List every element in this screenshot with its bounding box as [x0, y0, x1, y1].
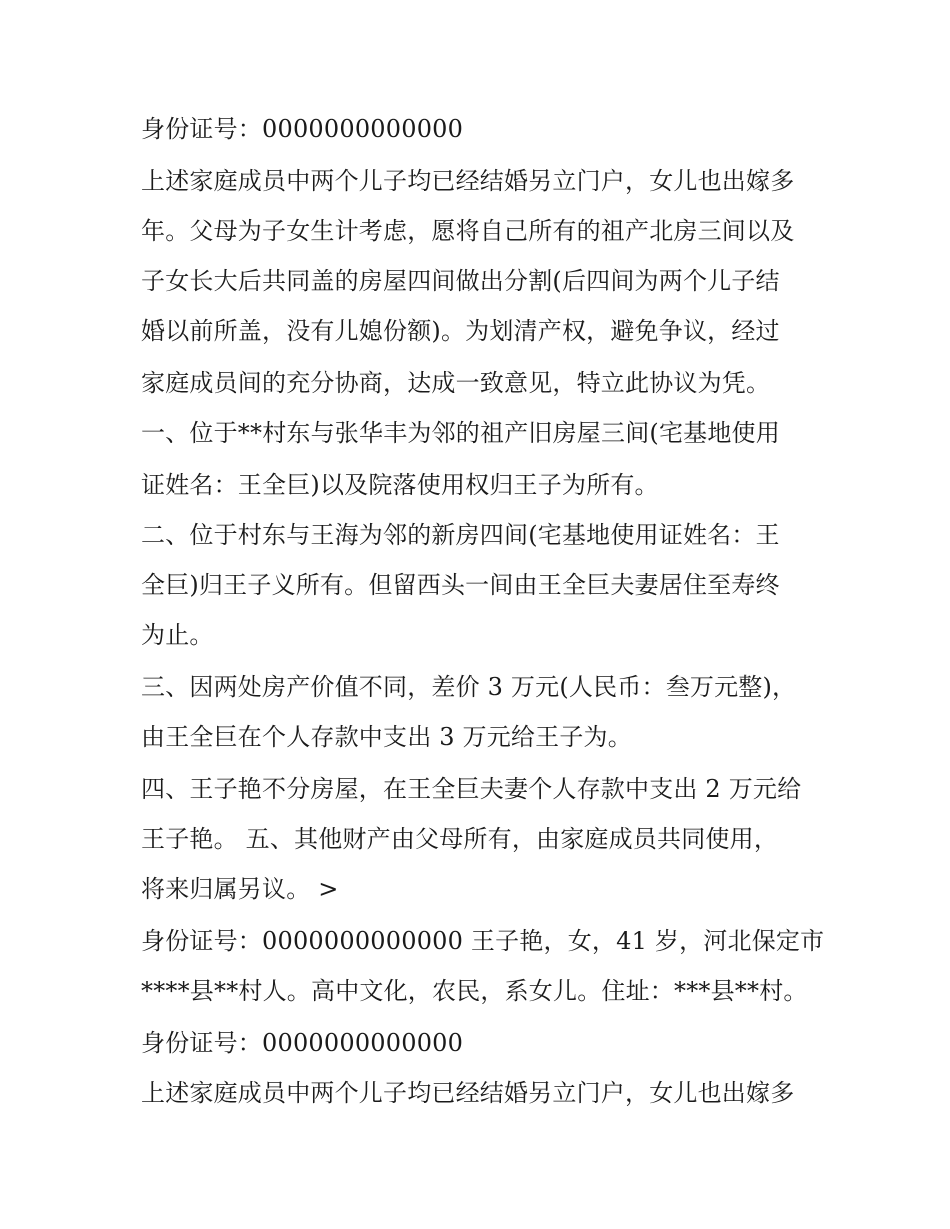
- clause-4-5-line: 王子艳。 五、其他财产由父母所有，由家庭成员共同使用，: [141, 825, 779, 853]
- text-line-id-number: 身份证号：0000000000000: [141, 1029, 464, 1057]
- clause-2-line: 二、位于村东与王海为邻的新房四间(宅基地使用证姓名：王: [141, 521, 780, 549]
- clause-5-line: 将来归属另议。 >: [141, 875, 339, 903]
- clause-2-line: 全巨)归王子义所有。但留西头一间由王全巨夫妻居住至寿终: [141, 571, 780, 599]
- text-line: ****县**村人。高中文化，农民，系女儿。住址：***县**村。: [141, 977, 808, 1005]
- text-line-id-number: 身份证号：0000000000000 王子艳，女，41 岁，河北保定市: [141, 927, 825, 955]
- text-line: 上述家庭成员中两个儿子均已经结婚另立门户，女儿也出嫁多: [141, 167, 795, 195]
- text-line: 子女长大后共同盖的房屋四间做出分割(后四间为两个儿子结: [141, 267, 780, 295]
- clause-1-line: 一、位于**村东与张华丰为邻的祖产旧房屋三间(宅基地使用: [141, 419, 780, 447]
- text-line: 婚以前所盖，没有儿媳份额)。为划清产权，避免争议，经过: [141, 317, 780, 345]
- clause-2-line: 为止。: [141, 621, 214, 649]
- clause-1-line: 证姓名：王全巨)以及院落使用权归王子为所有。: [141, 471, 659, 499]
- text-line: 上述家庭成员中两个儿子均已经结婚另立门户，女儿也出嫁多: [141, 1079, 795, 1107]
- clause-4-line: 四、王子艳不分房屋，在王全巨夫妻个人存款中支出 2 万元给: [141, 775, 802, 803]
- text-line: 家庭成员间的充分协商，达成一致意见，特立此协议为凭。: [141, 369, 771, 397]
- text-line-id-number: 身份证号：0000000000000: [141, 115, 464, 143]
- clause-3-line: 三、因两处房产价值不同，差价 3 万元(人民币：叁万元整)，: [141, 673, 797, 701]
- text-line: 年。父母为子女生计考虑，愿将自己所有的祖产北房三间以及: [141, 217, 795, 245]
- clause-3-line: 由王全巨在个人存款中支出 3 万元给王子为。: [141, 723, 632, 751]
